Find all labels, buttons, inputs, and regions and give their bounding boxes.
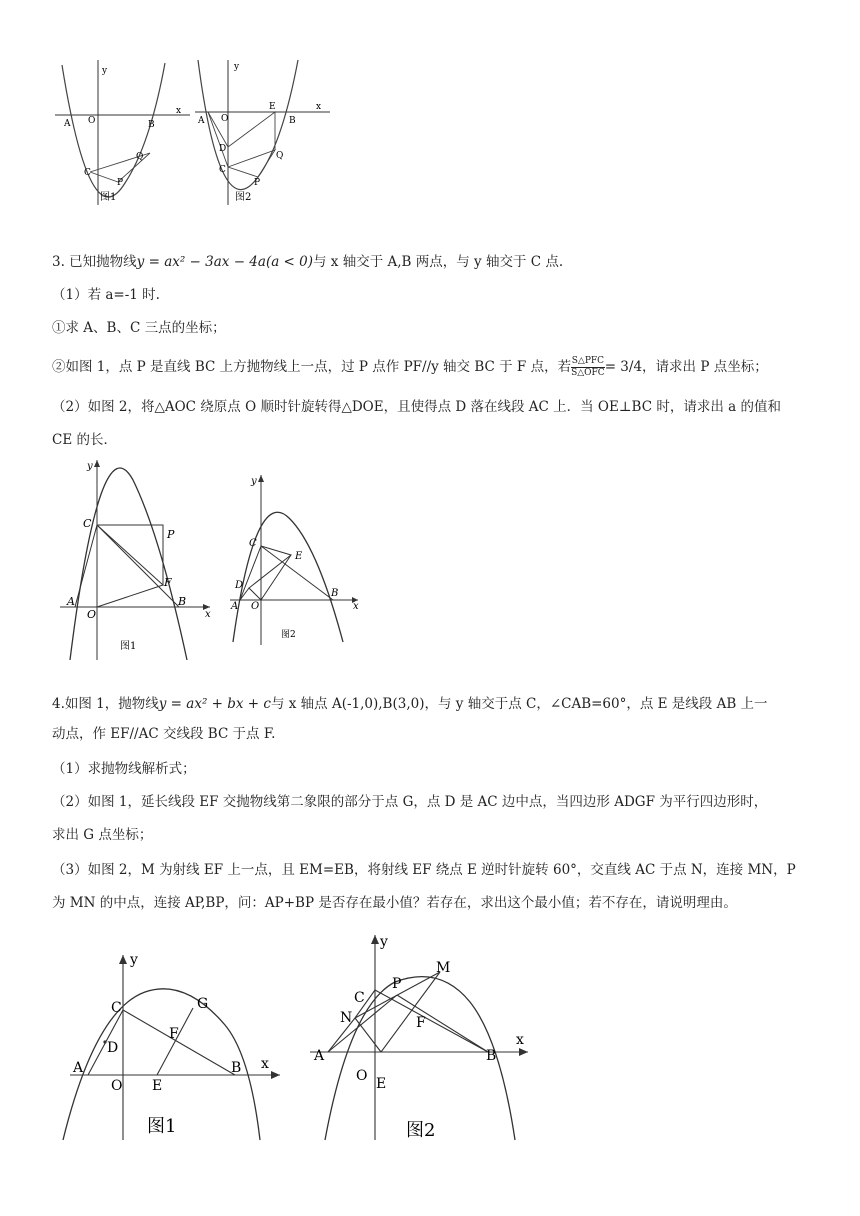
problem3-part2-line1: （2）如图 2，将△AOC 绕原点 O 顺时针旋转得△DOE，且使得点 D 落在线段 AC 上．当 OE⊥BC 时，请求出 a 的值和	[52, 399, 781, 415]
fig-label: P	[392, 976, 402, 992]
problem4-q2-line2: 求出 G 点坐标；	[52, 827, 153, 843]
fig-label: N	[340, 1010, 353, 1026]
fig-caption: 图2	[281, 630, 296, 640]
fig-label: G	[197, 996, 209, 1012]
fig-label: y	[87, 461, 93, 472]
problem4-q1: （1）求抛物线解析式；	[52, 761, 196, 777]
problem3-stem-prefix: 3. 已知抛物线	[52, 254, 137, 270]
fig-caption: 图1	[147, 1116, 177, 1137]
fig-label: C	[84, 168, 91, 178]
problem3-stem-suffix: 与 x 轴交于 A,B 两点，与 y 轴交于 C 点.	[313, 254, 564, 270]
fig-label: O	[356, 1068, 368, 1084]
fig-label: y	[234, 62, 240, 72]
problem3-part1-q1: ①求 A、B、C 三点的坐标；	[52, 320, 226, 336]
fig-label: F	[164, 576, 172, 589]
fig-label: x	[176, 106, 182, 116]
problem3-part1-q2-suffix: ，请求出 P 点坐标；	[642, 359, 768, 375]
problem3-part1: （1）若 a=-1 时.	[52, 287, 160, 303]
fig-label: P	[167, 528, 175, 541]
fig-label: y	[102, 66, 108, 76]
fig-label: M	[436, 960, 451, 976]
problem4-stem-suffix: 与 x 轴点 A(-1,0),B(3,0)，与 y 轴交于点 C，∠CAB=60°，点 E 是线段 AB 上一	[270, 696, 768, 712]
fig-label: x	[316, 102, 322, 112]
problem3-figure-2	[225, 470, 365, 645]
fig-label: D	[235, 580, 244, 591]
problem4-q2-line1: （2）如图 1，延长线段 EF 交抛物线第二象限的部分于点 G，点 D 是 AC 边中点，当四边形 ADGF 为平行四边形时，	[52, 794, 768, 810]
fig-label: E	[269, 102, 276, 112]
top-figure-2	[190, 55, 340, 205]
problem3-part1-q2-prefix: ②如图 1，点 P 是直线 BC 上方抛物线上一点，过 P 点作 PF//y 轴交 BC 于 F 点，若	[52, 359, 572, 375]
ratio-denominator: S△OFC	[571, 368, 605, 378]
problem3-part1-q2	[52, 356, 768, 379]
ratio-numerator: S△PFC	[571, 356, 605, 366]
fig-label: B	[331, 588, 339, 599]
fig-label: B	[148, 120, 155, 130]
problem3-part2-line2: CE 的长．	[52, 432, 117, 448]
fig-label: y	[130, 952, 138, 968]
problem4-q3-line2: 为 MN 的中点，连接 AP,BP，问：AP+BP 是否存在最小值？若存在，求出这个最小值；若不存在，请说明理由。	[52, 895, 737, 911]
fig-label: F	[169, 1026, 179, 1042]
fig-label: E	[295, 551, 303, 562]
fig-label: B	[231, 1060, 242, 1076]
fig-label: B	[486, 1048, 497, 1064]
problem4-stem	[52, 694, 768, 714]
fig-label: O	[251, 601, 260, 612]
fig-label: O	[88, 116, 96, 126]
fig-label: B	[289, 116, 296, 126]
top-figure-1	[50, 55, 200, 205]
fig-caption: 图1	[100, 192, 117, 203]
fig-label: C	[219, 165, 226, 175]
fig-caption: 图2	[406, 1120, 436, 1141]
fig-label: C	[83, 517, 92, 530]
fig-caption: 图1	[120, 641, 137, 652]
problem3-stem	[52, 252, 563, 272]
problem3-figure-1	[55, 455, 220, 660]
fig-caption: 图2	[235, 192, 252, 203]
fig-label: A	[67, 595, 75, 608]
fig-label: x	[261, 1056, 269, 1072]
fig-label: C	[111, 1000, 122, 1016]
fig-label: x	[516, 1032, 524, 1048]
fig-label: y	[251, 476, 257, 487]
problem4-formula: y = ax² + bx + c	[158, 696, 271, 712]
fig-label: A	[64, 119, 71, 129]
fig-label: E	[152, 1078, 163, 1094]
fig-label: D	[107, 1040, 119, 1056]
fig-label: C	[354, 990, 365, 1006]
fig-label: Q	[136, 152, 144, 162]
problem4-figure-1	[55, 950, 290, 1145]
fig-label: E	[376, 1076, 387, 1092]
problem4-stem-prefix: 4.如图 1，抛物线	[52, 696, 159, 712]
fig-label: A	[73, 1060, 84, 1076]
problem3-formula: y = ax² − 3ax − 4a(a < 0)	[136, 254, 314, 270]
fig-label: F	[416, 1015, 426, 1031]
fig-label: C	[249, 538, 257, 549]
fig-label: A	[314, 1048, 325, 1064]
problem4-figure-2	[300, 930, 535, 1145]
fig-label: O	[111, 1078, 123, 1094]
fig-label: B	[178, 595, 187, 608]
fig-label: A	[198, 116, 205, 126]
fig-label: P	[117, 178, 124, 188]
fig-label: A	[231, 601, 239, 612]
problem4-stem-line2: 动点，作 EF//AC 交线段 BC 于点 F.	[52, 726, 276, 742]
fig-label: x	[205, 609, 211, 620]
fig-label: Q	[276, 151, 284, 161]
fig-label: P	[254, 178, 261, 188]
fig-label: x	[353, 601, 359, 612]
ratio-value: = 3/4	[604, 359, 643, 375]
fig-label: O	[221, 114, 229, 124]
fig-label: O	[87, 608, 97, 621]
fig-label: y	[380, 934, 388, 950]
area-ratio	[571, 356, 605, 379]
problem4-q3-line1: （3）如图 2，M 为射线 EF 上一点，且 EM=EB，将射线 EF 绕点 E 逆时针旋转 60°，交直线 AC 于点 N，连接 MN，P	[52, 862, 796, 878]
fig-label: D	[219, 144, 227, 154]
